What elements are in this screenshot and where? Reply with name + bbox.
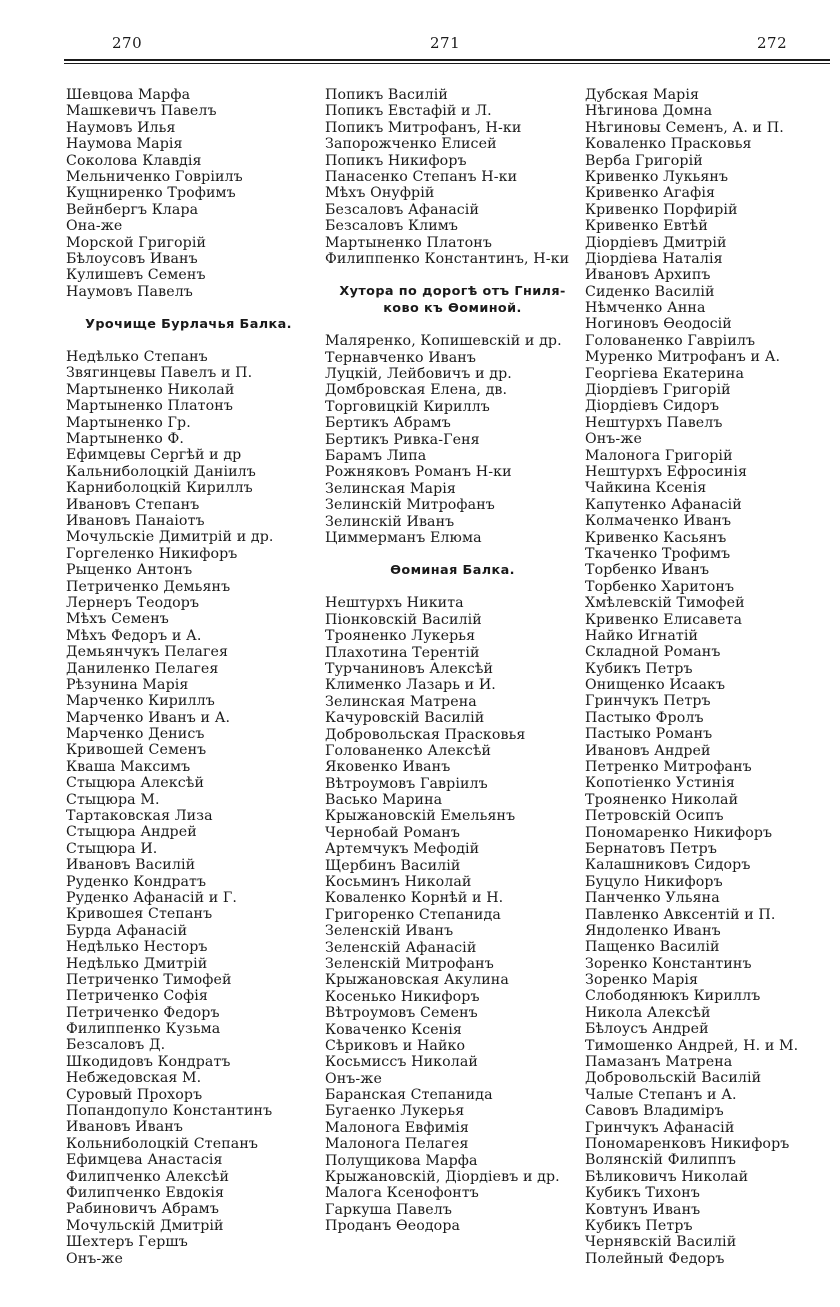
name-entry: Памазанъ Матрена xyxy=(585,1054,733,1071)
name-entry: Бугаенко Лукерья xyxy=(325,1103,465,1120)
name-entry: Карниболоцкій Кириллъ xyxy=(66,480,253,497)
name-entry: Мартыненко Ф. xyxy=(66,431,185,448)
page-number-right: 272 xyxy=(757,34,788,52)
name-entry: Васько Марина xyxy=(325,792,443,809)
name-entry: Стыцюра Алексѣй xyxy=(66,775,204,792)
name-entry: Ивановъ Андрей xyxy=(585,742,711,759)
name-entry: Проданъ Ѳеодора xyxy=(325,1218,461,1235)
name-entry: Кривошей Семенъ xyxy=(66,742,207,759)
name-entry: Попикъ Никифоръ xyxy=(325,152,467,169)
name-entry: Попикъ Василій xyxy=(325,87,448,103)
name-entry: Найко Игнатій xyxy=(585,627,699,644)
name-entry: Стыцюра И. xyxy=(66,840,158,857)
section-gap xyxy=(325,267,580,283)
name-entry: Піонковскій Василій xyxy=(325,611,482,628)
name-entry: Пащенко Василій xyxy=(585,939,720,956)
name-entry: Мельниченко Говріилъ xyxy=(66,168,243,185)
name-entry: Трояненко Лукерья xyxy=(325,628,476,645)
name-entry: Добровольскій Василій xyxy=(585,1070,762,1087)
name-entry: Гаркуша Павелъ xyxy=(325,1201,452,1218)
name-entry: Петренко Митрофанъ xyxy=(585,759,752,776)
name-entry: Малонога Пелагея xyxy=(325,1136,469,1153)
section-gap xyxy=(66,333,311,349)
header-rule-thin xyxy=(64,63,830,64)
name-entry: Баранская Степанида xyxy=(325,1087,493,1104)
name-entry: Кулишевъ Семенъ xyxy=(66,267,206,284)
name-entry: Сиденко Василій xyxy=(585,283,715,300)
name-entry: Бѣлоусъ Андрей xyxy=(585,1021,709,1038)
name-entry: Нештурхъ Ефросинія xyxy=(585,463,748,480)
name-entry: Полейный Федоръ xyxy=(585,1250,725,1267)
name-entry: Филиппенко Кузьма xyxy=(66,1021,221,1038)
name-entry: Колмаченко Иванъ xyxy=(585,513,732,530)
name-entry: Качуровскій Василій xyxy=(325,710,485,727)
name-entry: Кубикъ Петръ xyxy=(585,1217,693,1234)
name-entry: Дубская Марія xyxy=(585,87,700,103)
name-entry: Клименко Лазарь и И. xyxy=(325,677,496,694)
name-entry: Звягинцевы Павелъ и П. xyxy=(66,365,253,382)
name-entry: Шкодидовъ Кондратъ xyxy=(66,1053,231,1070)
name-entry: Нѣмченко Анна xyxy=(585,300,706,317)
name-entry: Циммерманъ Елюма xyxy=(325,529,482,546)
name-entry: Яндоленко Иванъ xyxy=(585,922,721,939)
name-entry: Стыцюра М. xyxy=(66,791,160,808)
name-entry: Онъ-же xyxy=(66,1250,123,1267)
name-entry: Зеленскій Митрофанъ xyxy=(325,955,494,972)
name-entry: Пастыко Фролъ xyxy=(585,709,704,726)
name-entry: Діордіева Наталія xyxy=(585,250,723,267)
name-entry: Чернявскій Василій xyxy=(585,1234,737,1251)
name-entry: Безсаловъ Афанасій xyxy=(325,201,480,218)
name-entry: Наумовъ Илья xyxy=(66,119,176,136)
name-entry: Морской Григорій xyxy=(66,234,207,251)
name-entry: Чалые Степанъ и А. xyxy=(585,1086,737,1103)
name-entry: Торбенко Харитонъ xyxy=(585,578,735,595)
column-middle xyxy=(325,87,580,1235)
name-entry: Запорожченко Елисей xyxy=(325,136,497,153)
name-entry: Безсаловъ Д. xyxy=(66,1037,166,1054)
name-entry: Чайкина Ксенія xyxy=(585,480,707,497)
name-entry: Зелинскій Митрофанъ xyxy=(325,497,495,514)
name-entry: Филипченко Алексѣй xyxy=(66,1168,230,1185)
name-entry: Діордіевъ Сидоръ xyxy=(585,398,720,415)
name-entry: Зеленскій Иванъ xyxy=(325,923,454,940)
name-entry: Попикъ Евстафій и Л. xyxy=(325,103,492,120)
name-entry: Онищенко Исаакъ xyxy=(585,677,726,694)
section-heading: Ѳоминая Балка. xyxy=(390,563,515,579)
name-entry: Бѣлоусовъ Иванъ xyxy=(66,250,198,267)
name-entry: Петриченко Федоръ xyxy=(66,1004,220,1021)
name-entry: Зеленскій Афанасій xyxy=(325,939,477,956)
name-entry: Машкевичъ Павелъ xyxy=(66,103,217,120)
name-entry: Кривенко Лукьянъ xyxy=(585,168,729,185)
name-entry: Марченко Кириллъ xyxy=(66,693,215,710)
name-entry: Ковтунъ Иванъ xyxy=(585,1201,701,1218)
name-entry: Филиппенко Константинъ, Н-ки xyxy=(325,250,570,267)
name-entry: Ивановъ Иванъ xyxy=(66,1119,183,1136)
name-entry: Сѣриковъ и Найко xyxy=(325,1037,466,1054)
name-entry: Вейнбергъ Клара xyxy=(66,201,199,218)
name-entry: Марченко Денисъ xyxy=(66,726,205,743)
name-entry: Гринчукъ Афанасій xyxy=(585,1119,735,1136)
name-entry: Вѣтроумовъ Семенъ xyxy=(325,1005,478,1022)
name-entry: Нештурхъ Павелъ xyxy=(585,414,723,431)
column-right xyxy=(585,87,830,1267)
name-entry: Кривошея Степанъ xyxy=(66,906,213,923)
name-entry: Плахотина Терентій xyxy=(325,644,480,661)
name-entry: Артемчукъ Мефодій xyxy=(325,841,480,858)
name-entry: Нештурхъ Никита xyxy=(325,595,464,612)
name-entry: Павленко Авксентій и П. xyxy=(585,906,776,923)
name-entry: Бертикъ Ривка-Геня xyxy=(325,431,480,448)
name-entry: Малонога Григорій xyxy=(585,447,733,464)
name-entry: Торбенко Иванъ xyxy=(585,562,710,579)
name-entry: Мѣхъ Федоръ и А. xyxy=(66,627,202,644)
name-entry: Панченко Ульяна xyxy=(585,890,720,907)
name-entry: Соколова Клавдія xyxy=(66,152,202,169)
name-entry: Онъ-же xyxy=(585,431,642,448)
name-entry: Пономаренковъ Никифоръ xyxy=(585,1136,790,1152)
name-entry: Барамъ Липа xyxy=(325,448,427,465)
name-entry: Петриченко Тимофей xyxy=(66,971,232,988)
name-entry: Ткаченко Трофимъ xyxy=(585,545,731,562)
name-entry: Недѣлько Степанъ xyxy=(66,349,208,366)
name-entry: Стыцюра Андрей xyxy=(66,824,197,841)
name-entry: Бѣликовичъ Николай xyxy=(585,1168,749,1185)
name-entry: Кальниболоцкій Даніилъ xyxy=(66,463,256,480)
name-entry: Торговицкій Кириллъ xyxy=(325,398,490,415)
section-gap xyxy=(325,546,580,562)
name-entry: Савовъ Владиміръ xyxy=(585,1103,724,1120)
name-entry: Шехтеръ Гершъ xyxy=(66,1234,188,1251)
section-gap xyxy=(66,300,311,316)
name-entry: Кривенко Агафія xyxy=(585,185,716,202)
name-entry: Кущниренко Трофимъ xyxy=(66,185,236,202)
name-entry: Коваченко Ксенія xyxy=(325,1021,462,1038)
name-entry: Пономаренко Никифоръ xyxy=(585,824,773,841)
name-entry: Марченко Иванъ и А. xyxy=(66,709,231,726)
name-entry: Хмѣлевскій Тимофей xyxy=(585,595,745,612)
name-entry: Кривенко Елисавета xyxy=(585,611,742,628)
name-entry: Мартыненко Николай xyxy=(66,381,235,398)
name-entry: Зоренко Марія xyxy=(585,972,699,989)
name-entry: Тернавченко Иванъ xyxy=(325,349,476,366)
name-entry: Турчаниновъ Алексѣй xyxy=(325,660,494,677)
name-entry: Щербинъ Василій xyxy=(325,857,461,874)
column-left xyxy=(66,87,311,1267)
name-entry: Петриченко Софія xyxy=(66,988,208,1005)
name-entry: Бурда Афанасій xyxy=(66,922,188,939)
page-number-left: 270 xyxy=(112,34,143,52)
name-entry: Косьмиссъ Николай xyxy=(325,1054,478,1071)
name-entry: Наумова Марія xyxy=(66,136,183,153)
name-entry: Крыжановскій, Діордіевъ и др. xyxy=(325,1169,560,1186)
name-entry: Филипченко Евдокія xyxy=(66,1185,225,1201)
name-entry: Коваленко Прасковья xyxy=(585,136,752,153)
name-entry: Трояненко Николай xyxy=(585,791,739,808)
name-entry: Мѣхъ Семенъ xyxy=(66,611,169,628)
section-heading xyxy=(325,283,580,317)
name-entry: Складной Романъ xyxy=(585,644,721,661)
name-entry: Нѣгинова Домна xyxy=(585,103,713,120)
name-entry: Даниленко Пелагея xyxy=(66,660,219,677)
name-entry: Тимошенко Андрей, Н. и М. xyxy=(585,1037,799,1054)
name-entry: Крыжановская Акулина xyxy=(325,972,509,989)
name-entry: Ивановъ Панаіотъ xyxy=(66,512,205,529)
name-entry: Копотіенко Устинія xyxy=(585,775,735,792)
name-entry: Калашниковъ Сидоръ xyxy=(585,857,751,874)
name-entry: Панасенко Степанъ Н-ки xyxy=(325,168,518,185)
name-entry: Григоренко Степанида xyxy=(325,906,501,923)
name-entry: Муренко Митрофанъ и А. xyxy=(585,349,781,366)
name-entry: Ногиновъ Ѳеодосій xyxy=(585,316,732,333)
name-entry: Мартыненко Гр. xyxy=(66,414,191,431)
name-entry: Мартыненко Платонъ xyxy=(66,398,233,415)
name-entry: Вѣтроумовъ Гавріилъ xyxy=(325,775,488,792)
name-entry: Голованенко Гавріилъ xyxy=(585,332,756,349)
name-entry: Наумовъ Павелъ xyxy=(66,283,193,300)
name-entry: Нѣгиновы Семенъ, А. и П. xyxy=(585,119,784,136)
name-entry: Кваша Максимъ xyxy=(66,758,191,775)
name-entry: Мочульскіе Димитрій и др. xyxy=(66,529,274,546)
name-entry: Георгіева Екатерина xyxy=(585,365,745,382)
name-entry: Она-же xyxy=(66,218,123,235)
name-entry: Зелинская Матрена xyxy=(325,693,477,710)
name-entry: Гринчукъ Петръ xyxy=(585,693,711,710)
name-entry: Верба Григорій xyxy=(585,152,703,169)
name-entry: Зоренко Константинъ xyxy=(585,955,752,972)
name-entry: Попикъ Митрофанъ, Н-ки xyxy=(325,119,522,136)
name-entry: Кольниболоцкій Степанъ xyxy=(66,1135,258,1152)
name-entry: Демьянчукъ Пелагея xyxy=(66,644,229,661)
name-entry: Горгеленко Никифоръ xyxy=(66,545,238,562)
name-entry: Ефимцева Анастасія xyxy=(66,1152,223,1169)
name-entry: Зелинскій Иванъ xyxy=(325,513,455,530)
name-entry: Косьминъ Николай xyxy=(325,874,472,891)
name-entry: Мартыненко Платонъ xyxy=(325,234,492,251)
name-entry: Голованенко Алексѣй xyxy=(325,742,492,759)
name-entry: Буцуло Никифоръ xyxy=(585,873,723,890)
name-entry: Чернобай Романъ xyxy=(325,824,460,841)
name-entry: Лернеръ Теодоръ xyxy=(66,594,200,611)
name-entry: Небжедовская М. xyxy=(66,1070,202,1087)
name-entry: Рабиновичъ Абрамъ xyxy=(66,1201,219,1218)
name-entry: Полущикова Марфа xyxy=(325,1152,478,1169)
name-entry: Добровольская Прасковья xyxy=(325,726,526,743)
name-entry: Рожняковъ Романъ Н-ки xyxy=(325,464,512,481)
name-entry: Кривенко Касьянъ xyxy=(585,529,727,546)
name-entry: Бернатовъ Петръ xyxy=(585,840,717,857)
name-entry: Кубикъ Петръ xyxy=(585,660,693,677)
name-entry: Недѣлько Дмитрій xyxy=(66,955,208,972)
name-entry: Крыжановскій Емельянъ xyxy=(325,808,516,825)
name-entry: Малонога Евфимія xyxy=(325,1119,469,1136)
name-entry: Мочульскій Дмитрій xyxy=(66,1217,224,1234)
name-entry: Рѣзунина Марія xyxy=(66,676,189,693)
name-entry: Бертикъ Абрамъ xyxy=(325,415,451,432)
name-entry: Руденко Афанасій и Г. xyxy=(66,889,238,906)
name-entry: Никола Алексѣй xyxy=(585,1004,711,1021)
name-entry: Слободянюкъ Кириллъ xyxy=(585,988,761,1005)
name-entry: Яковенко Иванъ xyxy=(325,759,451,776)
name-entry: Луцкій, Лейбовичъ и др. xyxy=(325,366,512,383)
name-entry: Коваленко Корнѣй и Н. xyxy=(325,890,504,907)
name-entry: Капутенко Афанасій xyxy=(585,496,742,513)
name-entry: Кубикъ Тихонъ xyxy=(585,1185,700,1202)
section-gap xyxy=(325,579,580,595)
name-entry: Тартаковская Лиза xyxy=(66,808,213,825)
name-entry: Діордіевъ Дмитрій xyxy=(585,234,727,251)
section-heading: Урочище Бурлачья Балка. xyxy=(85,317,292,333)
name-entry: Ивановъ Архипъ xyxy=(585,267,711,284)
name-entry: Волянскій Филиппъ xyxy=(585,1152,737,1169)
name-entry: Діордіевъ Григорій xyxy=(585,382,731,399)
name-entry: Суровый Прохоръ xyxy=(66,1086,203,1103)
name-entry: Руденко Кондратъ xyxy=(66,873,207,890)
section-gap xyxy=(325,317,580,333)
name-entry: Безсаловъ Климъ xyxy=(325,218,459,235)
name-entry: Онъ-же xyxy=(325,1070,382,1087)
name-entry: Мѣхъ Онуфрій xyxy=(325,185,435,202)
name-entry: Маляренко, Копишевскій и др. xyxy=(325,333,562,350)
section-heading-line: Хутора по дорогѣ отъ Гниля- xyxy=(339,284,566,300)
name-entry: Рыценко Антонъ xyxy=(66,562,193,579)
name-entry: Петриченко Демьянъ xyxy=(66,578,231,595)
name-entry: Недѣлько Несторъ xyxy=(66,939,208,956)
page-number-center: 271 xyxy=(430,34,461,52)
name-entry: Ефимцевы Сергѣй и др xyxy=(66,447,242,464)
name-entry: Пастыко Романъ xyxy=(585,726,713,743)
name-entry: Косенько Никифоръ xyxy=(325,988,480,1005)
name-entry: Кривенко Порфирій xyxy=(585,201,738,218)
name-entry: Попандопуло Константинъ xyxy=(66,1103,273,1120)
name-entry: Зелинская Марія xyxy=(325,480,456,497)
name-entry: Домбровская Елена, дв. xyxy=(325,382,508,399)
name-entry: Ивановъ Степанъ xyxy=(66,496,200,513)
name-entry: Ивановъ Василій xyxy=(66,857,196,874)
section-heading-line: ково къ Ѳоминой. xyxy=(383,301,522,317)
name-entry: Кривенко Евтѣй xyxy=(585,218,708,235)
name-entry: Шевцова Марфа xyxy=(66,87,191,103)
name-entry: Петровскій Осипъ xyxy=(585,808,724,825)
name-entry: Малога Ксенофонтъ xyxy=(325,1185,479,1202)
header-rule-thick xyxy=(64,59,830,61)
